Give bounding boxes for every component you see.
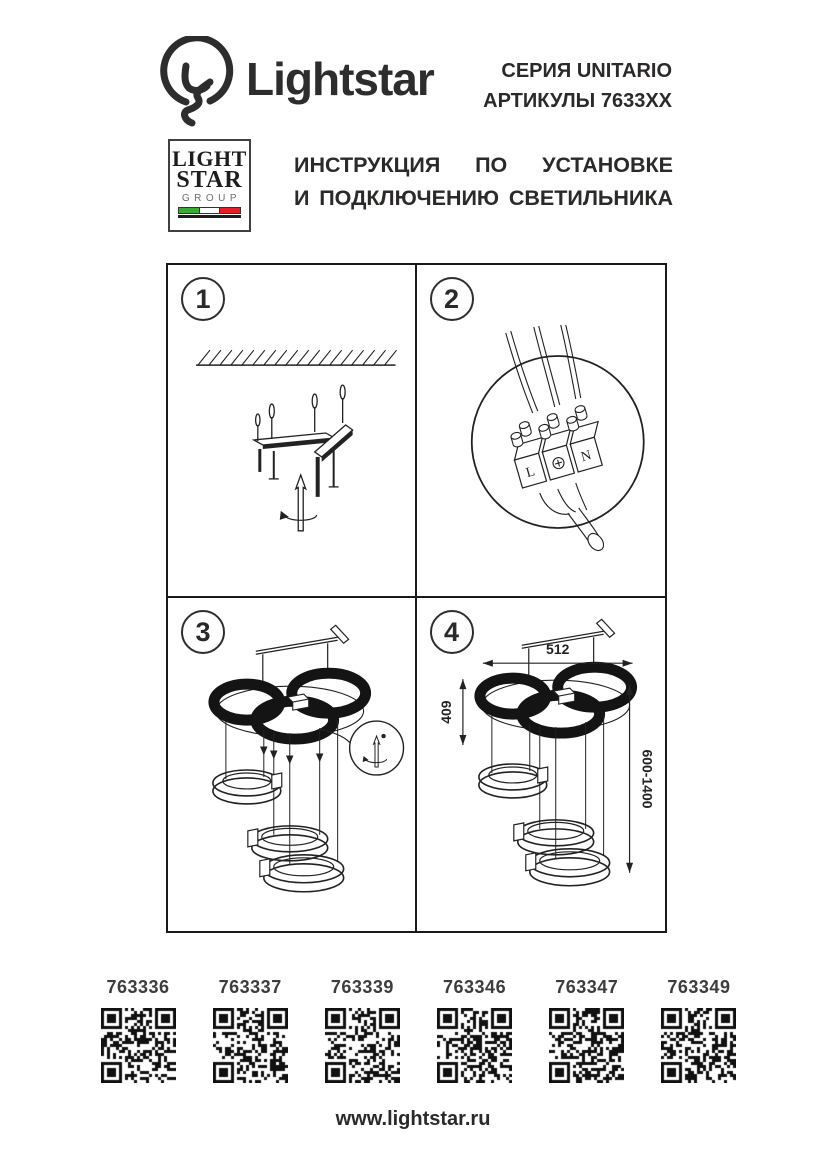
series-info bbox=[483, 56, 672, 116]
document-title-line2: И ПОДКЛЮЧЕНИЮ СВЕТИЛЬНИКА bbox=[294, 186, 673, 210]
flag-underline bbox=[178, 215, 241, 218]
step-number-badge bbox=[181, 277, 225, 321]
qr-article-number: 763339 bbox=[330, 977, 394, 997]
qr-item bbox=[100, 977, 176, 1083]
lift-rotate-arrow bbox=[280, 475, 317, 531]
qr-article-number: 763346 bbox=[443, 977, 507, 997]
qr-article-number: 763337 bbox=[218, 977, 282, 997]
flag-green bbox=[179, 208, 199, 213]
step-panel-3 bbox=[168, 598, 417, 931]
series-name: СЕРИЯ UNITARIO bbox=[501, 60, 672, 82]
dimension-height bbox=[626, 685, 655, 873]
ring-small bbox=[213, 770, 282, 804]
dim-width-label: 512 bbox=[545, 641, 569, 658]
qr-item bbox=[437, 977, 513, 1083]
qr-code bbox=[101, 1008, 176, 1083]
document-title bbox=[294, 149, 673, 215]
step-number-badge bbox=[181, 610, 225, 654]
lightstar-group-logo bbox=[168, 139, 251, 232]
lightstar-bulb-icon bbox=[158, 36, 240, 128]
step-panel-2 bbox=[417, 265, 666, 598]
terminal-l-label: L bbox=[523, 464, 537, 482]
page-footer bbox=[0, 1108, 826, 1131]
qr-article-number: 763347 bbox=[555, 977, 619, 997]
website-url: www.lightstar.ru bbox=[335, 1108, 491, 1130]
step-number-badge bbox=[430, 610, 474, 654]
document-title-line1: ИНСТРУКЦИЯ ПО УСТАНОВКЕ bbox=[294, 153, 673, 177]
dim-canopy-label: 409 bbox=[437, 700, 454, 724]
qr-article-number: 763349 bbox=[667, 977, 731, 997]
step-number: 4 bbox=[443, 616, 460, 647]
qr-code bbox=[437, 1008, 512, 1083]
dimension-canopy bbox=[437, 679, 465, 745]
dimension-width bbox=[482, 641, 632, 666]
qr-item bbox=[661, 977, 737, 1083]
brand-name: Lightstar bbox=[246, 53, 434, 105]
dim-height-label: 600-1400 bbox=[639, 749, 656, 809]
group-logo-group: GROUP bbox=[181, 193, 242, 204]
terminal-n-label: N bbox=[578, 448, 593, 466]
step-number: 3 bbox=[195, 616, 211, 647]
qr-article-number: 763336 bbox=[106, 977, 170, 997]
qr-code bbox=[325, 1008, 400, 1083]
flag-red bbox=[220, 208, 240, 213]
step-number: 1 bbox=[195, 283, 211, 314]
flag-white bbox=[199, 208, 221, 213]
group-logo-star: STAR bbox=[176, 167, 243, 193]
instruction-steps-grid bbox=[166, 263, 667, 933]
step-panel-1 bbox=[168, 265, 417, 598]
qr-item bbox=[549, 977, 625, 1083]
italy-flag-stripe bbox=[178, 207, 241, 214]
qr-item bbox=[324, 977, 400, 1083]
qr-code bbox=[661, 1008, 736, 1083]
group-logo-light: LIGHT bbox=[172, 146, 247, 171]
step-panel-4 bbox=[417, 598, 666, 931]
brand-logo bbox=[158, 36, 434, 128]
qr-code bbox=[213, 1008, 288, 1083]
qr-code bbox=[549, 1008, 624, 1083]
step-number: 2 bbox=[443, 283, 460, 314]
series-articles: АРТИКУЛЫ 7633XX bbox=[483, 90, 672, 112]
qr-item bbox=[212, 977, 288, 1083]
qr-code-list bbox=[100, 977, 737, 1083]
step-number-badge bbox=[430, 277, 474, 321]
